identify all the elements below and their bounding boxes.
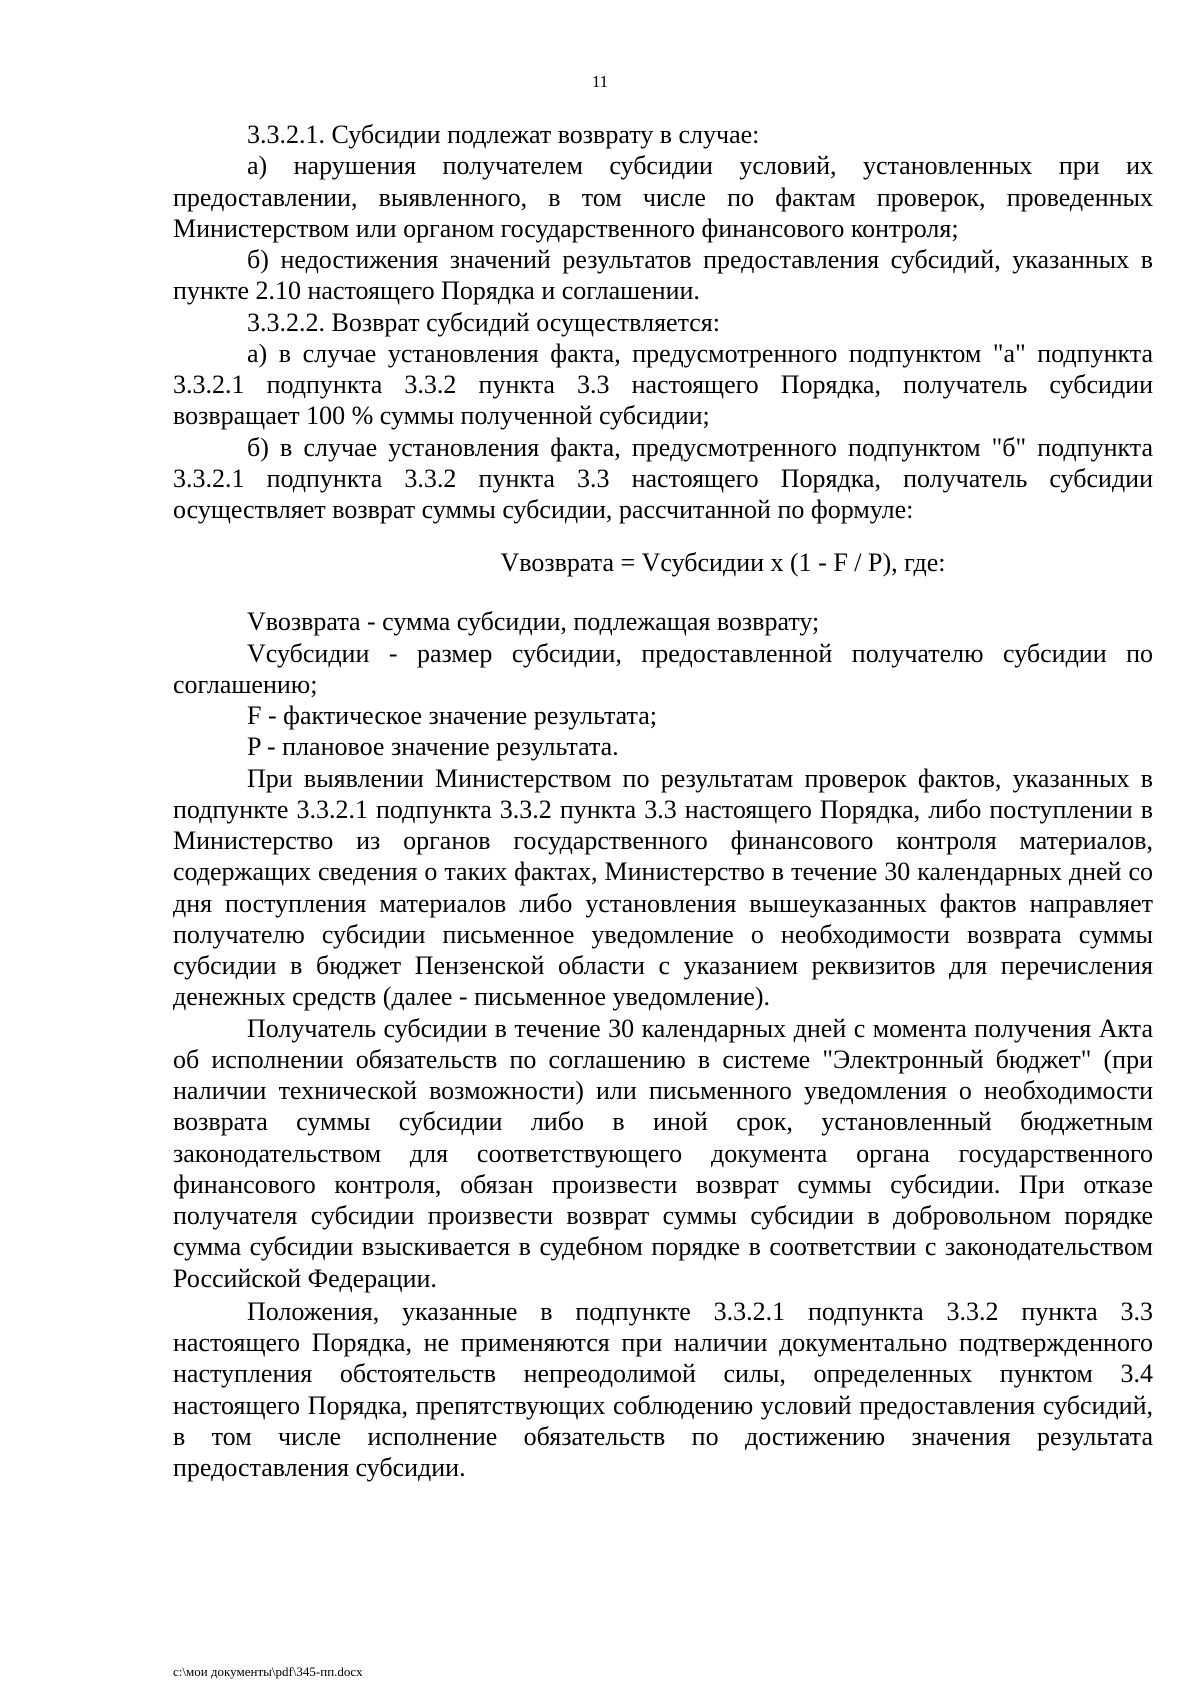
definition-f: F - фактическое значение результата; [247,701,657,730]
return-formula: Vвозврата = Vсубсидии x (1 - F / P), где: [500,548,946,578]
document-body [173,119,1153,1483]
footer-file-path: c:\мои документы\pdf\345-пп.docx [173,1664,363,1679]
paragraph-force-majeure: Положения, указанные в подпункте 3.3.2.1 подпункта 3.3.2 пункта 3.3 настоящего Порядка, не применяются при наличии документально подтвержденного наступления обстоятельств непреодолимой силы, определенных пунктом 3.4 настоящего Порядка, препятствующих соблюдению условий предоставления субсидий, в том числе исполнение обязательств по достижению значения результата предоставления субсидии. [173,1296,1153,1482]
paragraph-item-a-violation: а) нарушения получателем субсидии условий, установленных при их предоставлении, выявленного, в том числе по фактам проверок, проведенных Министерством или органом государственного финансового контроля; [173,151,1153,243]
paragraph-return-case-b: б) в случае установления факта, предусмотренного подпунктом "б" подпункта 3.3.2.1 подпункта 3.3.2 пункта 3.3 настоящего Порядка, получатель субсидии осуществляет возврат суммы субсидии, рассчитанной по формуле: [173,432,1153,524]
definition-v-return: Vвозврата - сумма субсидии, подлежащая возврату; [247,607,820,637]
definition-p: P - плановое значение результата. [247,732,619,762]
paragraph-3-3-2-2: 3.3.2.2. Возврат субсидий осуществляется: [247,307,720,337]
paragraph-recipient-obligation: Получатель субсидии в течение 30 календарных дней с момента получения Акта об исполнении обязательств по соглашению в системе "Электронный бюджет" (при наличии технической возможности) или письменного уведомления о необходимости возврата суммы субсидии либо в иной срок, установленный бюджетным законодательством для соответствующего документа органа государственного финансового контроля, обязан произвести возврат суммы субсидии. При отказе получателя субсидии произвести возврат суммы субсидии в добровольном порядке сумма субсидии взыскивается в судебном порядке в соответствии с законодательством Российской Федерации. [173,1013,1153,1293]
paragraph-ministry-notification: При выявлении Министерством по результатам проверок фактов, указанных в подпункте 3.3.2.1 подпункта 3.3.2 пункта 3.3 настоящего Порядка, либо поступлении в Министерство из органов государственного финансового контроля материалов, содержащих сведения о таких фактах, Министерство в течение 30 календарных дней со дня поступления материалов либо установления вышеуказанных фактов направляет получателю субсидии письменное уведомление о необходимости возврата суммы субсидии в бюджет Пензенской области с указанием реквизитов для перечисления денежных средств (далее - письменное уведомление). [173,763,1153,1012]
paragraph-item-b-nonachievement: б) недостижения значений результатов предоставления субсидий, указанных в пункте 2.10 настоящего Порядка и соглашении. [173,245,1153,306]
definition-v-subsidy: Vсубсидии - размер субсидии, предоставленной получателю субсидии по соглашению; [173,638,1153,699]
page-number: 11 [591,72,609,91]
paragraph-return-case-a: а) в случае установления факта, предусмотренного подпунктом "а" подпункта 3.3.2.1 подпункта 3.3.2 пункта 3.3 настоящего Порядка, получатель субсидии возвращает 100 % суммы полученной субсидии; [173,338,1153,431]
paragraph-3-3-2-1: 3.3.2.1. Субсидии подлежат возврату в случае: [247,120,760,149]
